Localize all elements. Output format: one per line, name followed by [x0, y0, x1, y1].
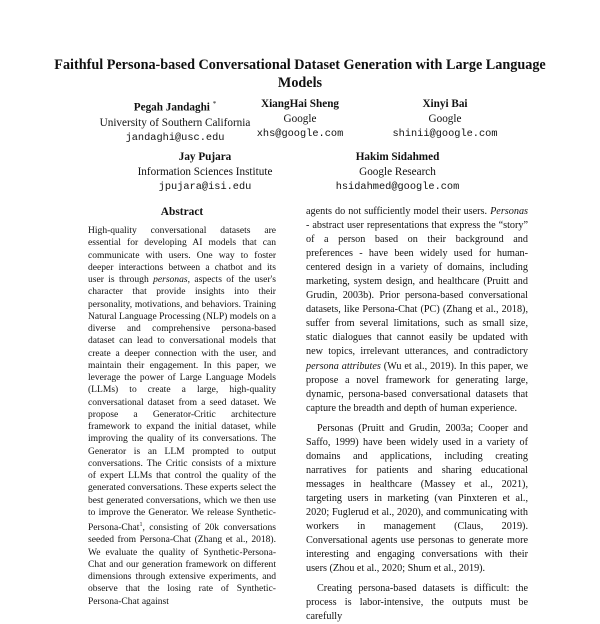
- author-affiliation: Google: [428, 113, 462, 125]
- author-affiliation: Information Sciences Institute: [137, 166, 273, 178]
- author-name: Xinyi Bai: [422, 98, 468, 110]
- author-affiliation: Google Research: [359, 166, 436, 178]
- body-text: (Wu et al., 2019). In this paper, we propose a novel framework for generating large, dynamic, persona-based conversational datasets that capture the breadth and depth of human experience.: [306, 360, 528, 414]
- right-column: [306, 205, 528, 624]
- author-name: Jay Pujara: [178, 151, 232, 163]
- abstract-heading: Abstract: [160, 206, 204, 218]
- author-name: Pegah Jandaghi: [133, 101, 210, 114]
- abstract-emphasis: personas: [153, 274, 188, 285]
- abstract-text: High-quality conversational datasets are essential for developing AI models that can communicate with users. One way to foster deeper interactions between a chatbot and its user is through: [88, 225, 276, 285]
- author-block-3: [370, 97, 520, 142]
- author-email: jpujara@isi.edu: [158, 181, 252, 193]
- author-footnote-mark: *: [212, 100, 217, 108]
- author-email: jandaghi@usc.edu: [125, 131, 225, 144]
- body-paragraph: Creating persona-based datasets is difficult: the process is labor-intensive, the outputs must be carefully: [306, 583, 528, 623]
- body-paragraph: Personas (Pruitt and Grudin, 2003a; Cooper and Saffo, 1999) have been widely used in a variety of domains and applications, including creating narratives for patients and sharing educational messages in healthcare (Massey et al., 2021), targeting users in marketing (van Pinxteren et al., 2020; Fuglerud et al., 2020), and communicating with workers in management (Claus, 2019). Conversational agents use personas to generate more interesting and engaging conversations with their users (Zhou et al., 2020; Shum et al., 2019).: [306, 422, 528, 575]
- author-email: hsidahmed@google.com: [335, 181, 460, 193]
- author-block-5: [310, 150, 485, 195]
- author-affiliation: Google: [283, 113, 317, 125]
- author-email: shinii@google.com: [392, 128, 498, 140]
- body-emphasis: persona attributes: [306, 360, 381, 372]
- abstract-body: [88, 225, 276, 608]
- author-name: XiangHai Sheng: [260, 98, 340, 110]
- abstract-text: , consisting of 20k conversations seeded from Persona-Chat (Zhang et al., 2018). We evaluate the quality of Synthetic-Persona-Chat and our generation framework on different dimensions through extensive experiments, and observe that the losing rate of Synthetic-Persona-Chat against: [88, 522, 276, 607]
- author-block-4: [120, 150, 290, 195]
- body-text: agents do not sufficiently model their users.: [306, 206, 491, 217]
- author-name: Hakim Sidahmed: [355, 151, 440, 163]
- body-text: - abstract user representations that express the “story” of a person based on their background and preferences - have been widely used for human-centered design in a variety of domains, including marketing, system design, and healthcare (Pruitt and Grudin, 2003b). Prior persona-based conversational datasets, like Persona-Chat (PC) (Zhang et al., 2018), suffer from several limitations, such as small size, static dialogues that cannot easily be updated with new topics, irrelevant utterances, and contradictory: [306, 220, 528, 358]
- footnote-marker: 1: [139, 522, 143, 528]
- author-affiliation: University of Southern California: [99, 116, 251, 129]
- body-paragraph: [306, 205, 528, 416]
- abstract-text: , aspects of the user's character that provide insights into their personality, motivations, and behaviors. Training Natural Language Processing (NLP) models on a diverse and comprehensive persona-based dataset can lead to conversational models that create a deeper connection with the user, and maintain their engagement. In this paper, we leverage the power of Large Language Models (LLMs) to create a large, high-quality conversational dataset from a seed dataset. We propose a Generator-Critic architecture framework to expand the initial dataset, while improving the quality of its conversations. The Generator is an LLM prompted to output conversations. The Critic consists of a mixture of expert LLMs that control the quality of the generated conversations. These experts select the best generated conversations, which we then use to improve the Generator. We release Synthetic-Persona-Chat: [88, 274, 276, 534]
- author-email: xhs@google.com: [256, 128, 344, 140]
- paper-title: Faithful Persona-based Conversational Dataset Generation with Large Language Models: [54, 57, 546, 91]
- author-block-2: [230, 97, 370, 142]
- body-emphasis: Personas: [490, 206, 528, 217]
